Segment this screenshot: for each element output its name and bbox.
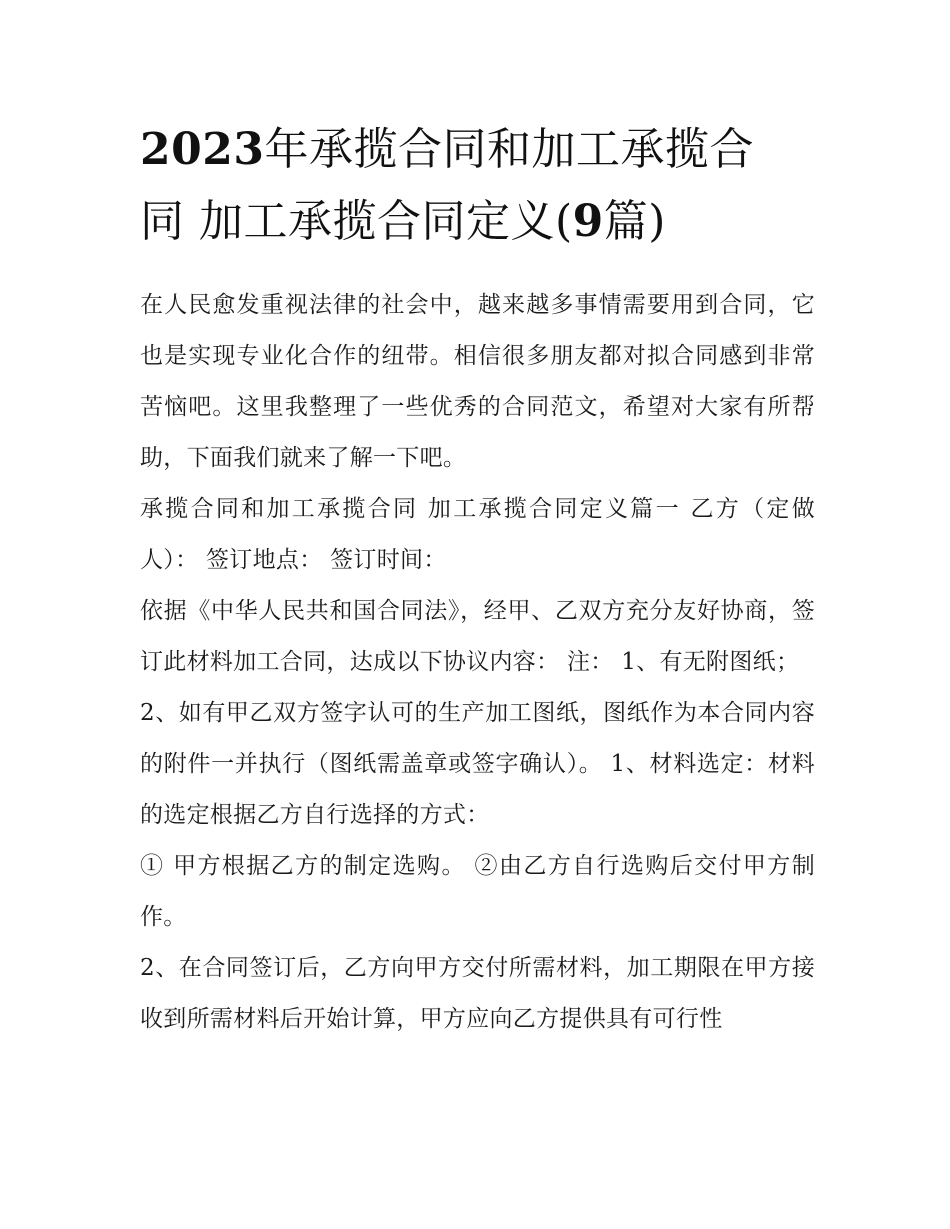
title-count: 9 bbox=[572, 196, 604, 247]
paragraph-material-options: ① 甲方根据乙方的制定选购。 ②由乙方自行选购后交付甲方制作。 bbox=[140, 853, 815, 930]
paragraph-drawings: 2、如有甲乙双方签字认可的生产加工图纸，图纸作为本合同内容的附件一并执行（图纸需盖章或签字确认）。 1、材料选定：材料的选定根据乙方自行选择的方式： bbox=[140, 700, 815, 828]
title-text-line1: 年承揽合同和加工承揽合 bbox=[264, 124, 754, 175]
paragraph-basis: 依据《中华人民共和国合同法》，经甲、乙双方充分友好协商，签订此材料加工合同，达成以下协议内容： 注： 1、有无附图纸； bbox=[140, 598, 815, 675]
title-text-line2b: 篇) bbox=[603, 196, 666, 247]
paragraph-section-heading: 承揽合同和加工承揽合同 加工承揽合同定义篇一 乙方（定做人）： 签订地点： 签订时间： bbox=[140, 496, 815, 573]
document-body bbox=[140, 280, 815, 1045]
paragraph-intro: 在人民愈发重视法律的社会中，越来越多事情需要用到合同，它也是实现专业化合作的纽带。相信很多朋友都对拟合同感到非常苦恼吧。这里我整理了一些优秀的合同范文，希望对大家有所帮助，下面我们就来了解一下吧。 bbox=[140, 292, 815, 471]
paragraph-delivery: 2、在合同签订后，乙方向甲方交付所需材料，加工期限在甲方接收到所需材料后开始计算，甲方应向乙方提供具有可行性 bbox=[140, 955, 815, 1032]
title-year: 2023 bbox=[140, 124, 265, 175]
document-title bbox=[140, 114, 815, 258]
title-text-line2a: 同 加工承揽合同定义( bbox=[140, 196, 573, 247]
